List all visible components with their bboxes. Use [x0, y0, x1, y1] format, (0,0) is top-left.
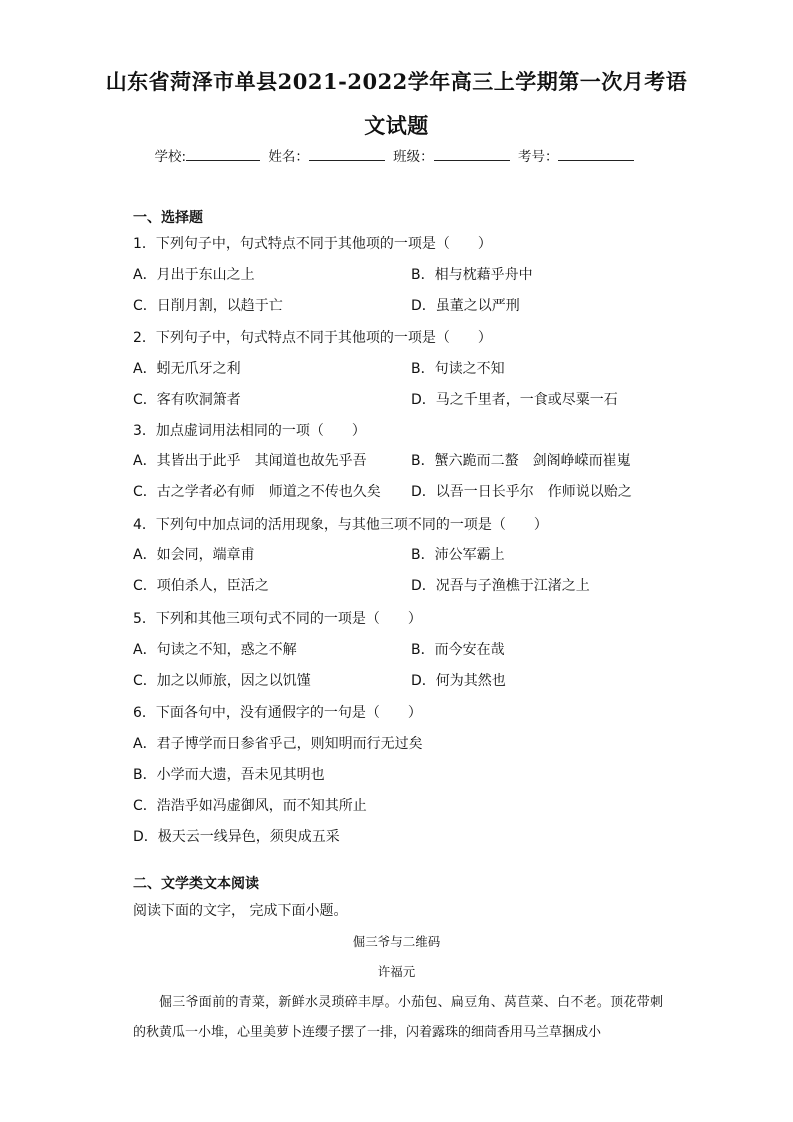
- q3-option-d: D．以吾一日长乎尔 作师说以贻之: [411, 484, 632, 500]
- name-label: 姓名：: [268, 149, 309, 165]
- q6-option-a: A．君子博学而日参省乎己，则知明而行无过矣: [133, 736, 423, 752]
- q3-option-c: C．古之学者必有师 师道之不传也久矣: [133, 484, 381, 500]
- q5-stem: 5．下列和其他三项句式不同的一项是（ ）: [133, 611, 422, 627]
- q4-option-b: B．沛公军霸上: [411, 547, 505, 563]
- story-author: 许福元: [377, 964, 416, 979]
- q5-option-a: A．句读之不知，惑之不解: [133, 642, 297, 658]
- class-blank[interactable]: [434, 146, 510, 161]
- name-blank[interactable]: [309, 146, 385, 161]
- q6-option-d: D．极天云一线异色，须臾成五采: [133, 829, 340, 845]
- number-label: 考号：: [517, 149, 559, 165]
- section2-heading: 二、文学类文本阅读: [133, 876, 259, 892]
- school-label: 学校:: [154, 149, 187, 165]
- q5-option-c: C．加之以师旅，因之以饥馑: [133, 673, 311, 689]
- q1-stem: 1．下列句子中，句式特点不同于其他项的一项是（ ）: [133, 236, 492, 252]
- story-paragraph: 倔三爷面前的青菜，新鲜水灵琐碎丰厚。小茄包、扁豆角、莴苣菜、白不老。顶花带刺的秋黄瓜一小堆，心里美萝卜连缨子摆了一排，闪着露珠的细茼香用马兰草捆成小: [133, 995, 663, 1040]
- number-blank[interactable]: [558, 146, 634, 161]
- student-info-line: [0, 145, 793, 165]
- q1-option-b: B．相与枕藉乎舟中: [411, 267, 533, 283]
- q5-option-d: D．何为其然也: [411, 673, 506, 689]
- school-blank[interactable]: [186, 146, 260, 161]
- exam-title-line1: 山东省菏泽市单县2021-2022学年高三上学期第一次月考语: [105, 69, 688, 94]
- q4-option-d: D．况吾与子渔樵于江渚之上: [411, 578, 590, 594]
- story-title: 倔三爷与二维码: [352, 934, 441, 949]
- q6-stem: 6．下面各句中，没有通假字的一句是（ ）: [133, 705, 422, 721]
- reading-instruction: 阅读下面的文字， 完成下面小题。: [133, 903, 348, 919]
- q3-stem: 3．加点虚词用法相同的一项（ ）: [133, 423, 366, 439]
- q4-option-a: A．如会同，端章甫: [133, 547, 255, 563]
- q2-stem: 2．下列句子中，句式特点不同于其他项的一项是（ ）: [133, 330, 492, 346]
- q4-option-c: C．项伯杀人，臣活之: [133, 578, 269, 594]
- q4-stem: 4．下列句中加点词的活用现象，与其他三项不同的一项是（ ）: [133, 517, 548, 533]
- q6-option-b: B．小学而大遗，吾未见其明也: [133, 767, 325, 783]
- q2-option-b: B．句读之不知: [411, 361, 505, 377]
- q3-option-b: B．蟹六跪而二螯 剑阁峥嵘而崔嵬: [411, 453, 631, 469]
- q2-option-d: D．马之千里者，一食或尽粟一石: [411, 392, 618, 408]
- q1-option-a: A．月出于东山之上: [133, 267, 255, 283]
- class-label: 班级：: [393, 149, 434, 165]
- q3-option-a: A．其皆出于此乎 其闻道也故先乎吾: [133, 453, 367, 469]
- q1-option-d: D．虽董之以严刑: [411, 298, 520, 314]
- section1-heading: 一、选择题: [133, 210, 203, 226]
- q2-option-a: A．蚓无爪牙之利: [133, 361, 241, 377]
- exam-title-line2: 文试题: [364, 113, 429, 138]
- q6-option-c: C．浩浩乎如冯虚御风，而不知其所止: [133, 798, 367, 814]
- q5-option-b: B．而今安在哉: [411, 642, 505, 658]
- q1-option-c: C．日削月割，以趋于亡: [133, 298, 283, 314]
- q2-option-c: C．客有吹洞箫者: [133, 392, 241, 408]
